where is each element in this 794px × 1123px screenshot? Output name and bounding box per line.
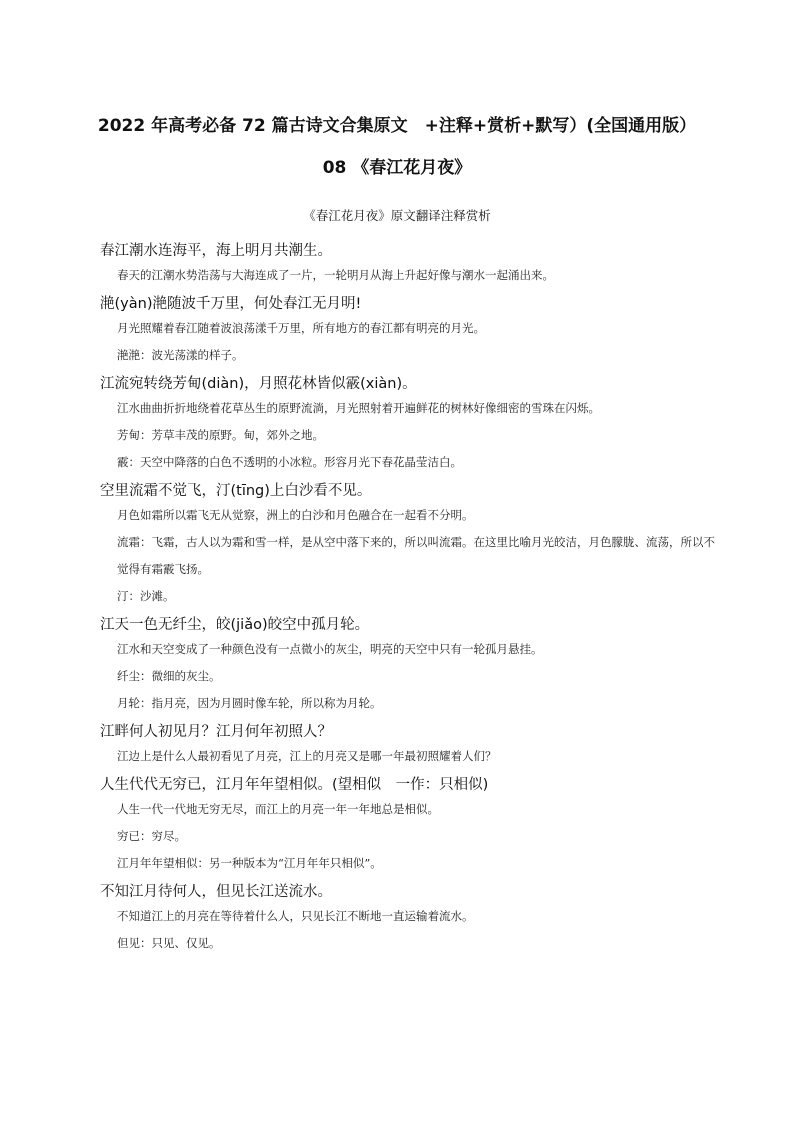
verse-line: 滟(yàn)滟随波千万里，何处春江无月明! — [100, 296, 362, 312]
translation-note: 江水曲曲折折地绕着花草丛生的原野流淌，月光照射着开遍鲜花的树林好像细密的雪珠在闪烁。 — [117, 401, 600, 415]
annotation-note: 纤尘：微细的灰尘。 — [117, 669, 221, 683]
stanza — [0, 881, 794, 957]
verse-line: 江畔何人初见月？江月何年初照人？ — [100, 724, 332, 740]
translation-note: 月色如霜所以霜飞无从觉察，洲上的白沙和月色融合在一起看不分明。 — [117, 508, 474, 522]
annotation-note: 芳甸：芳草丰茂的原野。甸，郊外之地。 — [117, 428, 324, 442]
translation-note: 江水和天空变成了一种颜色没有一点微小的灰尘，明亮的天空中只有一轮孤月悬挂。 — [117, 642, 543, 656]
translation-note: 江边上是什么人最初看见了月亮，江上的月亮又是哪一年最初照耀着人们？ — [117, 749, 497, 763]
translation-note: 月光照耀着春江随着波浪荡漾千万里，所有地方的春江都有明亮的月光。 — [117, 321, 485, 335]
annotation-note: 穷已：穷尽。 — [117, 829, 186, 843]
stanza — [0, 721, 794, 770]
translation-note: 春天的江潮水势浩荡与大海连成了一片，一轮明月从海上升起好像与潮水一起涌出来。 — [117, 268, 554, 282]
stanza — [0, 293, 794, 369]
annotation-note: 汀：沙滩。 — [117, 589, 175, 603]
annotation-note: 滟滟：波光荡漾的样子。 — [117, 348, 244, 362]
poem-content — [0, 240, 794, 957]
poem-title: 08 《春江花月夜》 — [322, 158, 472, 178]
translation-note: 人生一代一代地无穷无尽，而江上的月亮一年一年地总是相似。 — [117, 802, 439, 816]
verse-line: 空里流霜不觉飞，汀(tīng)上白沙看不见。 — [100, 483, 372, 499]
verse-line: 人生代代无穷已，江月年年望相似。(望相似 一作：只相似) — [100, 777, 489, 793]
stanza — [0, 373, 794, 476]
annotation-note: 月轮：指月亮，因为月圆时像车轮，所以称为月轮。 — [117, 696, 382, 710]
verse-line: 不知江月待何人，但见长江送流水。 — [100, 884, 332, 900]
annotation-note: 但见：只见、仅见。 — [117, 936, 221, 950]
annotation-note: 霰：天空中降落的白色不透明的小冰粒。形容月光下春花晶莹洁白。 — [117, 455, 462, 469]
translation-note: 不知道江上的月亮在等待着什么人，只见长江不断地一直运输着流水。 — [117, 909, 474, 923]
verse-line: 春江潮水连海平，海上明月共潮生。 — [100, 243, 332, 259]
stanza — [0, 614, 794, 717]
verse-line: 江天一色无纤尘，皎(jiǎo)皎空中孤月轮。 — [100, 617, 370, 633]
document-title: 2022 年高考必备 72 篇古诗文合集原文 +注释+赏析+默写）(全国通用版） — [97, 116, 697, 136]
section-subtitle: 《春江花月夜》原文翻译注释赏析 — [303, 208, 491, 223]
stanza — [0, 480, 794, 610]
verse-line: 江流宛转绕芳甸(diàn)，月照花林皆似霰(xiàn)。 — [100, 376, 417, 392]
stanza — [0, 240, 794, 289]
stanza — [0, 774, 794, 877]
annotation-note: 流霜：飞霜，古人以为霜和雪一样，是从空中落下来的，所以叫流霜。在这里比喻月光皎洁，月色朦胧、流荡，所以不觉得有霜霰飞扬。 — [117, 535, 715, 576]
annotation-note: 江月年年望相似：另一种版本为“江月年年只相似”。 — [117, 856, 382, 870]
